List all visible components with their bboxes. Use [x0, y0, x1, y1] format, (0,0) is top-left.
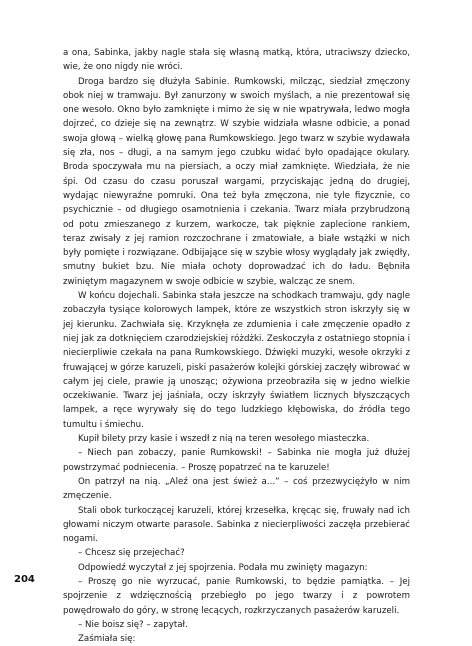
paragraph-10: – Proszę go nie wyrzucać, panie Rumkowski, to będzie pamiątka. – Jej spojrzenie z wdzięcznością przebiegło po jego twarzy i z powrotem powędrowało do góry, w stronę lecących, rozkrzyczanych pasażerów karuzeli. — [63, 576, 410, 616]
paragraph-7: Stali obok turkoczącej karuzeli, której krzesełka, kręcąc się, fruwały nad ich głowami niczym otwarte parasole. Sabinka z niecierpliwości zaczęła przebierać nogami. — [63, 505, 410, 545]
paragraph-12: Zaśmiała się: — [78, 634, 136, 645]
body-text — [63, 46, 410, 646]
paragraph-2: Droga bardzo się dłużyła Sabinie. Rumkowski, milcząc, siedział zmęczony obok niej w tramwaju. Był zanurzony w swoich myślach, a nie prezentował się one wesoło. Okno było zamknięte i mimo że się w nie wpatrywała, ledwo mogła dojrzeć, co dzieje się na zewnątrz. W szybie widziała własne odbicie, a ponad swoja głową – wielką głowę pana Rumkowskiego. Jego twarz w szybie wydawała się zła, nos – długi, a na samym jego czubku widać było opadające okulary. Broda spoczywała mu na piersiach, a oczy miał zamknięte. Wiedziała, że nie śpi. Od czasu do czasu poruszał wargami, przyciskając jedną do drugiej, wydając niewyraźne pomruki. Ona też była zmęczona, nie tyle fizycznie, co psychicznie – od długiego osamotnienia i czekania. Twarz miała przybrudzoną od potu zmieszanego z kurzem, warkocze, tak pięknie zaplecione rankiem, teraz zwisały z jej ramion rozczochrane i zmatowiałe, a białe wstążki w nich były pomięte i rozwiązane. Odbijające się w szybie włosy wyglądały jak zwiędły, smutny bukiet bzu. Nie miała ochoty doprowadzać ich do ładu. Bębniła zwiniętym magazynem w swoje odbicie w szybie, walcząc ze snem. — [63, 76, 410, 287]
paragraph-11: – Nie boisz się? – zapytał. — [78, 619, 188, 630]
paragraph-1: a ona, Sabinka, jakby nagle stała się własną matką, która, utraciwszy dziecko, wie, że ono nigdy nie wróci. — [63, 48, 410, 73]
paragraph-6: On patrzył na nią. „Aleź ona jest śwież a...” – coś przezwyciężyło w nim zmęczenie. — [63, 476, 410, 502]
paragraph-5: – Niech pan zobaczy, panie Rumkowski! – Sabinka nie mogła już dłużej powstrzymać podniecenia. – Proszę popatrzeć na te karuzele! — [63, 448, 410, 473]
paragraph-9: Odpowiedź wyczytał z jej spojrzenia. Podała mu zwinięty magazyn: — [78, 562, 368, 573]
paragraph-8: – Chcesz się przejechać? — [78, 548, 185, 559]
paragraph-3: W końcu dojechali. Sabinka stała jeszcze na schodkach tramwaju, gdy nagle zobaczyła tysiące kolorowych lampek, które ze wszystkich stron iskrzyły się w jej kierunku. Zachwiała się. Krzyknęła ze zdumienia i całe zmęczenie opadło z niej jak za dotknięciem czarodziejskiej różdżki. Zeskoczyła z ostatniego stopnia i niecierpliwie czekała na pana Rumkowskiego. Dźwięki muzyki, wesołe okrzyki z fruwającej w górze karuzeli, piski pasażerów kolejki górskiej zaczęły wibrować w całym jej ciele, prawie ją unosząc; ożywiona przeobraziła się w jedno wielkie oczekiwanie. Twarz jej jaśniała, oczy iskrzyły światłem licznych błyszczących lampek, a ręce wyrywały się do tego ludzkiego kłębowiska, do źródła tego tumultu i śmiechu. — [63, 291, 411, 430]
page-number: 204 — [14, 574, 35, 585]
paragraph-4: Kupił bilety przy kasie i wszedł z nią na teren wesołego miasteczka. — [78, 434, 370, 445]
